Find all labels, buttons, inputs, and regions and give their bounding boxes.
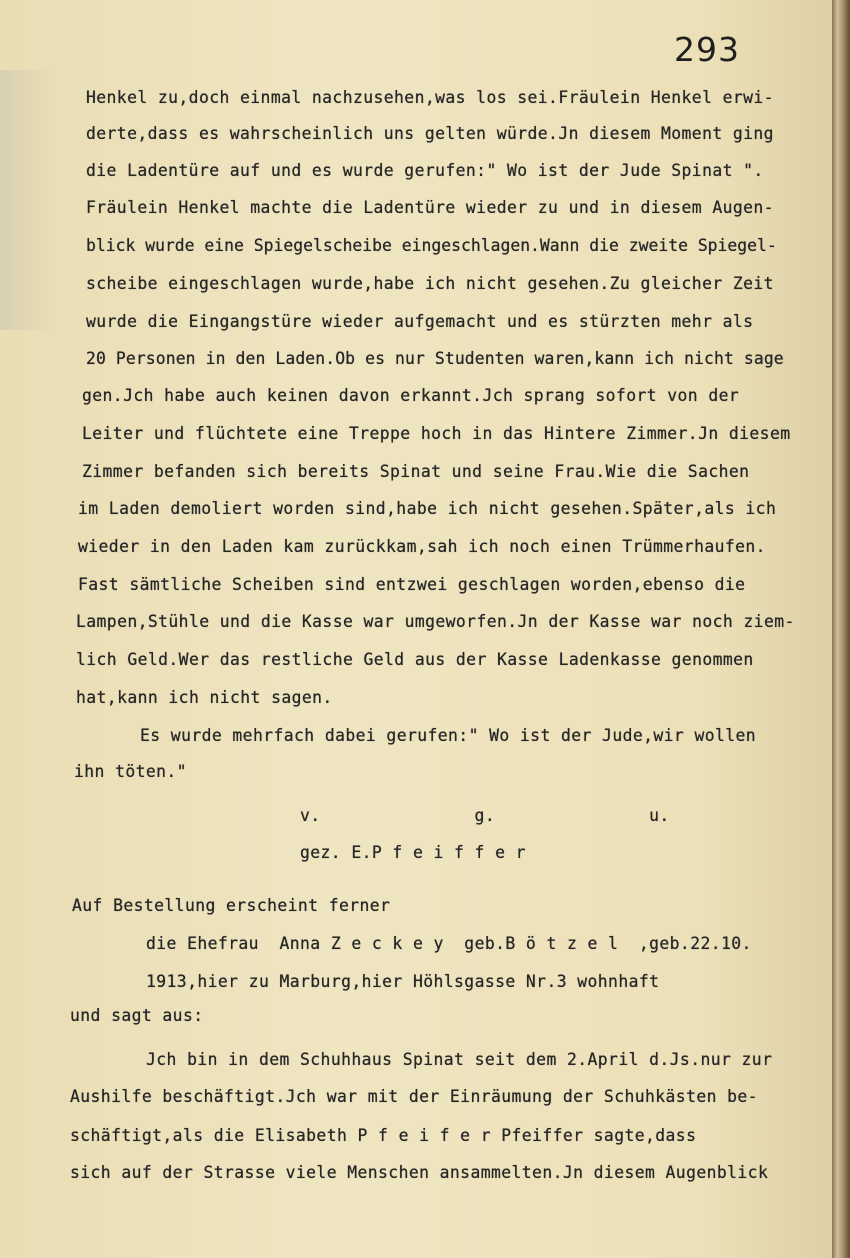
text-line-19: ihn töten." [74, 762, 187, 781]
text-line-8: 20 Personen in den Laden.Ob es nur Studenten waren,kann ich nicht sage [86, 349, 784, 368]
signature-initials-vgu: v. g. u. [300, 806, 670, 825]
text-line-12: im Laden demoliert worden sind,habe ich nicht gesehen.Später,als ich [78, 499, 777, 518]
text-line-18: Es wurde mehrfach dabei gerufen:" Wo ist der Jude,wir wollen [140, 726, 757, 745]
page-number: 293 [674, 30, 740, 69]
text-line-15: Lampen,Stühle und die Kasse war umgeworfen.Jn der Kasse war noch ziem- [76, 612, 795, 631]
text-line-13: wieder in den Laden kam zurückkam,sah ich noch einen Trümmerhaufen. [78, 537, 766, 556]
text-line-2: derte,dass es wahrscheinlich uns gelten würde.Jn diesem Moment ging [86, 124, 774, 143]
text-line-6: scheibe eingeschlagen wurde,habe ich nicht gesehen.Zu gleicher Zeit [86, 274, 774, 293]
text-line-24: 1913,hier zu Marburg,hier Höhlsgasse Nr.3 wohnhaft [146, 972, 660, 991]
text-line-7: wurde die Eingangstüre wieder aufgemacht und es stürzten mehr als [86, 312, 754, 331]
text-line-3: die Ladentüre auf und es wurde gerufen:" Wo ist der Jude Spinat ". [86, 161, 764, 180]
text-line-14: Fast sämtliche Scheiben sind entzwei geschlagen worden,ebenso die [78, 575, 746, 594]
text-line-22: Auf Bestellung erscheint ferner [72, 896, 391, 915]
text-line-9: gen.Jch habe auch keinen davon erkannt.Jch sprang sofort von der [82, 386, 740, 405]
text-line-11: Zimmer befanden sich bereits Spinat und seine Frau.Wie die Sachen [82, 462, 750, 481]
text-line-16: lich Geld.Wer das restliche Geld aus der Kasse Ladenkasse genommen [76, 650, 754, 669]
text-line-1: Henkel zu,doch einmal nachzusehen,was los sei.Fräulein Henkel erwi- [86, 88, 774, 107]
text-line-25: und sagt aus: [70, 1006, 204, 1025]
page-edge [832, 0, 850, 1258]
text-line-27: Aushilfe beschäftigt.Jch war mit der Einräumung der Schuhkästen be- [70, 1087, 758, 1106]
text-line-4: Fräulein Henkel machte die Ladentüre wieder zu und in diesem Augen- [86, 198, 774, 217]
text-line-17: hat,kann ich nicht sagen. [76, 688, 333, 707]
text-line-29: sich auf der Strasse viele Menschen ansammelten.Jn diesem Augenblick [70, 1163, 769, 1182]
text-line-5: blick wurde eine Spiegelscheibe eingeschlagen.Wann die zweite Spiegel- [86, 236, 777, 255]
signature-line: gez. E.P f e i f f e r [300, 843, 526, 862]
text-line-23: die Ehefrau Anna Z e c k e y geb.B ö t z e l ,geb.22.10. [146, 934, 752, 953]
ink-bleed-through [0, 70, 60, 330]
text-line-26: Jch bin in dem Schuhhaus Spinat seit dem 2.April d.Js.nur zur [146, 1050, 773, 1069]
text-line-10: Leiter und flüchtete eine Treppe hoch in das Hintere Zimmer.Jn diesem [82, 424, 791, 443]
text-line-28: schäftigt,als die Elisabeth P f e i f e r Pfeiffer sagte,dass [70, 1126, 697, 1145]
